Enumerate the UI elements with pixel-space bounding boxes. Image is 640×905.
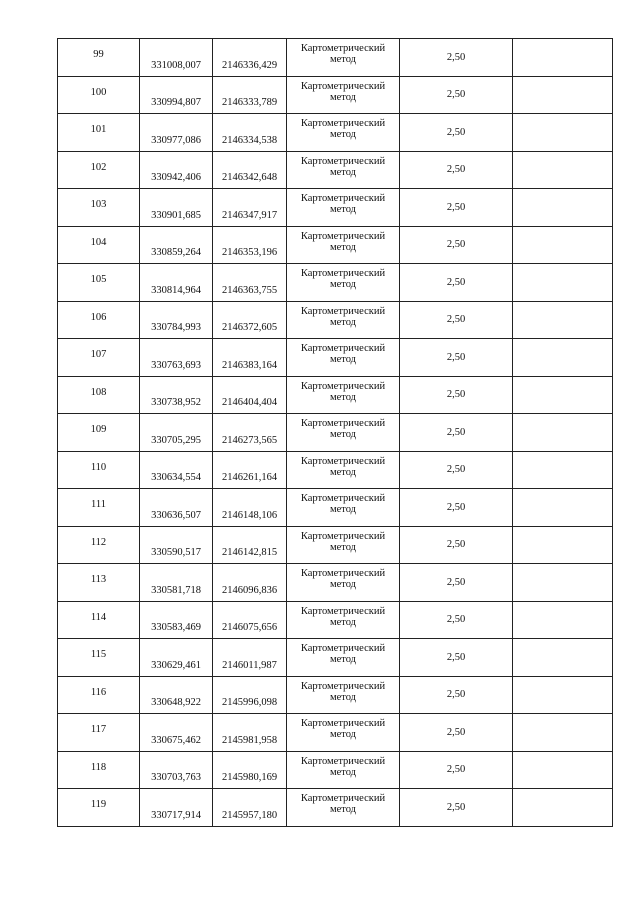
method-line-2: метод — [329, 504, 357, 515]
y-coordinate-cell: 2146383,164 — [213, 339, 287, 377]
x-coordinate-cell: 330590,517 — [140, 526, 213, 564]
accuracy-cell: 2,50 — [400, 601, 513, 639]
note-cell — [513, 264, 613, 302]
note-cell — [513, 789, 613, 827]
point-number-cell: 106 — [58, 301, 140, 339]
method-line-1: Картометрический — [300, 193, 386, 204]
method-line-1: Картометрический — [300, 530, 386, 542]
method-line-1: Картометрический — [300, 418, 386, 429]
x-coordinate-cell: 330784,993 — [140, 301, 213, 339]
note-cell — [513, 226, 613, 264]
x-coordinate-cell: 330763,693 — [140, 339, 213, 377]
accuracy-cell: 2,50 — [400, 376, 513, 414]
method-line-2: метод — [329, 129, 357, 140]
x-coordinate-cell: 330636,507 — [140, 489, 213, 527]
accuracy-cell: 2,50 — [400, 714, 513, 752]
method-line-2: метод — [329, 804, 357, 815]
table-row — [58, 39, 613, 77]
point-number-cell: 117 — [58, 714, 140, 752]
y-coordinate-cell: 2146404,404 — [213, 376, 287, 414]
note-cell — [513, 414, 613, 452]
y-coordinate-cell: 2146353,196 — [213, 226, 287, 264]
method-cell — [287, 451, 400, 489]
accuracy-cell: 2,50 — [400, 789, 513, 827]
table-row — [58, 601, 613, 639]
x-coordinate-cell: 330814,964 — [140, 264, 213, 302]
method-cell — [287, 39, 400, 77]
y-coordinate-cell: 2145980,169 — [213, 751, 287, 789]
x-coordinate-cell: 330994,807 — [140, 76, 213, 114]
y-coordinate-cell: 2146142,815 — [213, 526, 287, 564]
table-row — [58, 114, 613, 152]
accuracy-cell: 2,50 — [400, 189, 513, 227]
method-line-1: Картометрический — [300, 755, 386, 767]
accuracy-cell: 2,50 — [400, 39, 513, 77]
table-row — [58, 489, 613, 527]
method-line-1: Картометрический — [300, 680, 386, 692]
method-line-2: метод — [329, 204, 357, 215]
table-row — [58, 264, 613, 302]
method-line-2: метод — [329, 654, 357, 665]
point-number-cell: 107 — [58, 339, 140, 377]
table-row — [58, 789, 613, 827]
table-row — [58, 376, 613, 414]
y-coordinate-cell: 2146363,755 — [213, 264, 287, 302]
note-cell — [513, 564, 613, 602]
method-line-2: метод — [329, 54, 357, 65]
method-line-2: метод — [329, 691, 357, 703]
method-line-1: Картометрический — [300, 493, 386, 504]
accuracy-cell: 2,50 — [400, 751, 513, 789]
point-number-cell: 104 — [58, 226, 140, 264]
method-cell — [287, 789, 400, 827]
accuracy-cell: 2,50 — [400, 301, 513, 339]
x-coordinate-cell: 330634,554 — [140, 451, 213, 489]
method-line-2: метод — [329, 579, 357, 590]
method-line-1: Картометрический — [300, 80, 386, 92]
method-line-2: метод — [329, 766, 357, 778]
table-row — [58, 414, 613, 452]
accuracy-cell: 2,50 — [400, 489, 513, 527]
method-line-2: метод — [329, 541, 357, 553]
method-line-1: Картометрический — [300, 793, 386, 804]
y-coordinate-cell: 2146273,565 — [213, 414, 287, 452]
note-cell — [513, 151, 613, 189]
method-cell — [287, 414, 400, 452]
note-cell — [513, 189, 613, 227]
method-line-2: метод — [329, 316, 357, 328]
x-coordinate-cell: 330675,462 — [140, 714, 213, 752]
method-line-2: метод — [329, 241, 357, 253]
note-cell — [513, 339, 613, 377]
y-coordinate-cell: 2146333,789 — [213, 76, 287, 114]
note-cell — [513, 39, 613, 77]
note-cell — [513, 489, 613, 527]
method-line-1: Картометрический — [300, 455, 386, 467]
point-number-cell: 111 — [58, 489, 140, 527]
point-number-cell: 100 — [58, 76, 140, 114]
method-cell — [287, 76, 400, 114]
method-cell — [287, 376, 400, 414]
y-coordinate-cell: 2146096,836 — [213, 564, 287, 602]
note-cell — [513, 676, 613, 714]
point-number-cell: 102 — [58, 151, 140, 189]
method-line-2: метод — [329, 279, 357, 290]
table-row — [58, 226, 613, 264]
method-cell — [287, 564, 400, 602]
note-cell — [513, 639, 613, 677]
method-cell — [287, 751, 400, 789]
accuracy-cell: 2,50 — [400, 76, 513, 114]
note-cell — [513, 526, 613, 564]
accuracy-cell: 2,50 — [400, 676, 513, 714]
accuracy-cell: 2,50 — [400, 339, 513, 377]
method-line-2: метод — [329, 729, 357, 740]
y-coordinate-cell: 2145996,098 — [213, 676, 287, 714]
point-number-cell: 110 — [58, 451, 140, 489]
method-line-1: Картометрический — [300, 380, 386, 392]
accuracy-cell: 2,50 — [400, 526, 513, 564]
table-row — [58, 76, 613, 114]
table-row — [58, 676, 613, 714]
table-row — [58, 189, 613, 227]
method-cell — [287, 151, 400, 189]
note-cell — [513, 76, 613, 114]
method-line-2: метод — [329, 616, 357, 628]
x-coordinate-cell: 330738,952 — [140, 376, 213, 414]
table-row — [58, 751, 613, 789]
y-coordinate-cell: 2146011,987 — [213, 639, 287, 677]
note-cell — [513, 751, 613, 789]
method-cell — [287, 489, 400, 527]
point-number-cell: 108 — [58, 376, 140, 414]
point-number-cell: 113 — [58, 564, 140, 602]
table-row — [58, 451, 613, 489]
accuracy-cell: 2,50 — [400, 564, 513, 602]
point-number-cell: 105 — [58, 264, 140, 302]
table-row — [58, 151, 613, 189]
accuracy-cell: 2,50 — [400, 264, 513, 302]
coordinates-table-body — [58, 39, 613, 827]
method-line-1: Картометрический — [300, 343, 386, 354]
y-coordinate-cell: 2145957,180 — [213, 789, 287, 827]
x-coordinate-cell: 330648,922 — [140, 676, 213, 714]
method-line-1: Картометрический — [300, 568, 386, 579]
x-coordinate-cell: 330703,763 — [140, 751, 213, 789]
note-cell — [513, 601, 613, 639]
note-cell — [513, 451, 613, 489]
table-row — [58, 714, 613, 752]
x-coordinate-cell: 330583,469 — [140, 601, 213, 639]
table-row — [58, 339, 613, 377]
x-coordinate-cell: 330629,461 — [140, 639, 213, 677]
y-coordinate-cell: 2146075,656 — [213, 601, 287, 639]
method-line-2: метод — [329, 391, 357, 403]
accuracy-cell: 2,50 — [400, 151, 513, 189]
method-cell — [287, 639, 400, 677]
method-line-1: Картометрический — [300, 155, 386, 167]
accuracy-cell: 2,50 — [400, 226, 513, 264]
note-cell — [513, 301, 613, 339]
table-row — [58, 639, 613, 677]
method-line-1: Картометрический — [300, 43, 386, 54]
accuracy-cell: 2,50 — [400, 114, 513, 152]
y-coordinate-cell: 2146347,917 — [213, 189, 287, 227]
table-row — [58, 564, 613, 602]
method-cell — [287, 601, 400, 639]
method-cell — [287, 301, 400, 339]
point-number-cell: 103 — [58, 189, 140, 227]
method-line-2: метод — [329, 166, 357, 178]
x-coordinate-cell: 330717,914 — [140, 789, 213, 827]
x-coordinate-cell: 330705,295 — [140, 414, 213, 452]
method-line-2: метод — [329, 466, 357, 478]
point-number-cell: 118 — [58, 751, 140, 789]
y-coordinate-cell: 2146342,648 — [213, 151, 287, 189]
point-number-cell: 116 — [58, 676, 140, 714]
method-line-1: Картометрический — [300, 268, 386, 279]
method-cell — [287, 526, 400, 564]
point-number-cell: 99 — [58, 39, 140, 77]
coordinates-table — [57, 38, 613, 827]
note-cell — [513, 376, 613, 414]
point-number-cell: 112 — [58, 526, 140, 564]
y-coordinate-cell: 2146336,429 — [213, 39, 287, 77]
y-coordinate-cell: 2146148,106 — [213, 489, 287, 527]
method-cell — [287, 714, 400, 752]
accuracy-cell: 2,50 — [400, 451, 513, 489]
point-number-cell: 119 — [58, 789, 140, 827]
method-line-1: Картометрический — [300, 118, 386, 129]
x-coordinate-cell: 330581,718 — [140, 564, 213, 602]
x-coordinate-cell: 330977,086 — [140, 114, 213, 152]
x-coordinate-cell: 330901,685 — [140, 189, 213, 227]
accuracy-cell: 2,50 — [400, 639, 513, 677]
point-number-cell: 101 — [58, 114, 140, 152]
method-cell — [287, 189, 400, 227]
method-cell — [287, 114, 400, 152]
method-line-1: Картометрический — [300, 605, 386, 617]
table-row — [58, 526, 613, 564]
method-cell — [287, 226, 400, 264]
point-number-cell: 114 — [58, 601, 140, 639]
point-number-cell: 115 — [58, 639, 140, 677]
y-coordinate-cell: 2146261,164 — [213, 451, 287, 489]
method-cell — [287, 339, 400, 377]
y-coordinate-cell: 2146372,605 — [213, 301, 287, 339]
note-cell — [513, 114, 613, 152]
note-cell — [513, 714, 613, 752]
method-line-1: Картометрический — [300, 718, 386, 729]
y-coordinate-cell: 2146334,538 — [213, 114, 287, 152]
y-coordinate-cell: 2145981,958 — [213, 714, 287, 752]
x-coordinate-cell: 330859,264 — [140, 226, 213, 264]
method-line-1: Картометрический — [300, 230, 386, 242]
x-coordinate-cell: 330942,406 — [140, 151, 213, 189]
point-number-cell: 109 — [58, 414, 140, 452]
method-line-2: метод — [329, 429, 357, 440]
table-row — [58, 301, 613, 339]
x-coordinate-cell: 331008,007 — [140, 39, 213, 77]
method-line-2: метод — [329, 91, 357, 103]
method-line-2: метод — [329, 354, 357, 365]
method-cell — [287, 264, 400, 302]
accuracy-cell: 2,50 — [400, 414, 513, 452]
method-line-1: Картометрический — [300, 305, 386, 317]
method-cell — [287, 676, 400, 714]
method-line-1: Картометрический — [300, 643, 386, 654]
